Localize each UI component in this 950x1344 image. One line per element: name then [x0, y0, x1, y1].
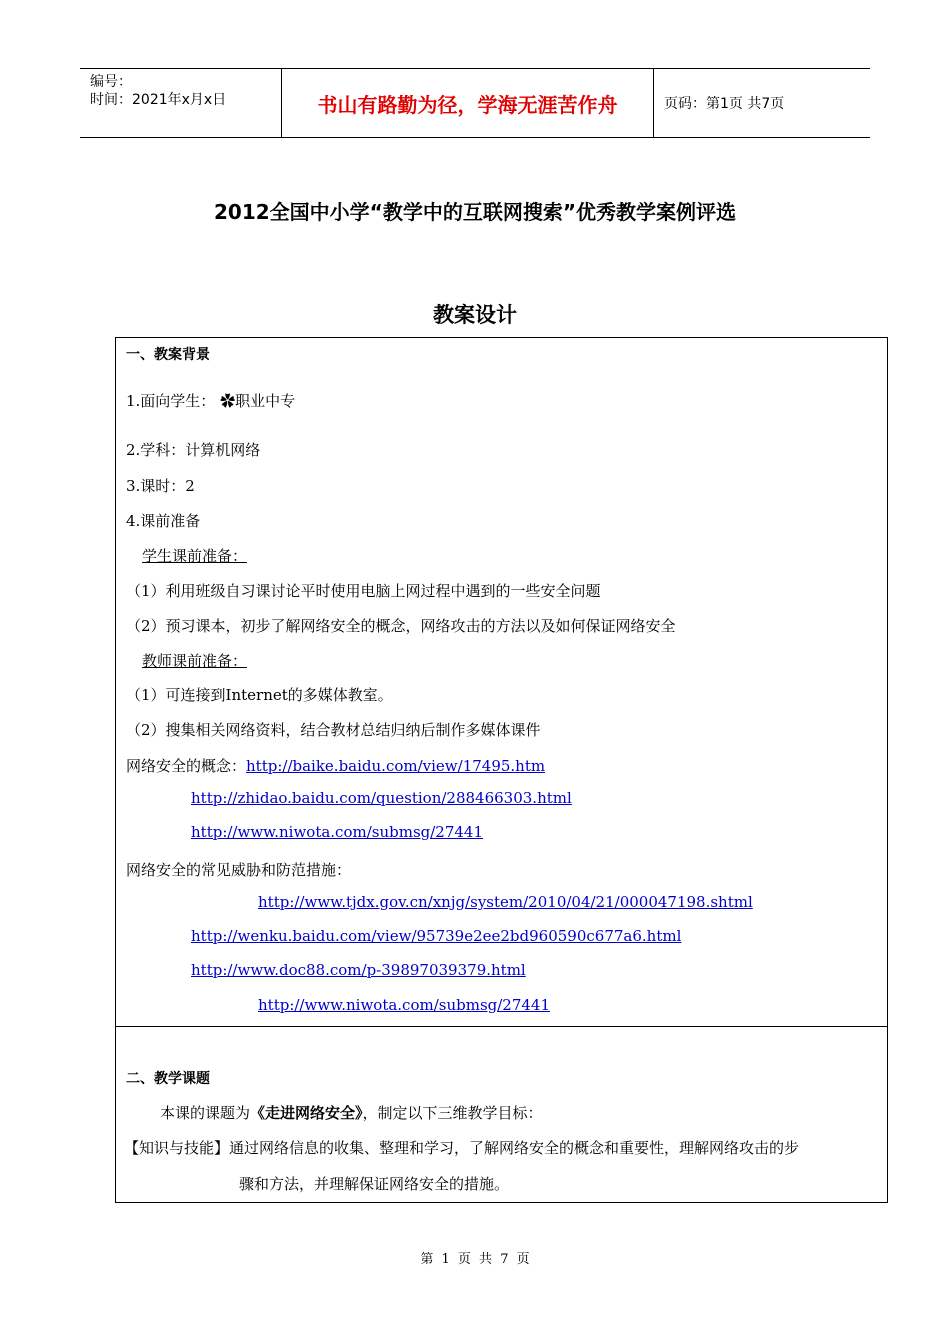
- header-page-info: 页码：第1页 共7页: [664, 96, 785, 112]
- threat-link-3[interactable]: http://www.doc88.com/p-39897039379.html: [191, 961, 526, 979]
- student-item-2: （2）预习课本，初步了解网络安全的概念，网络攻击的方法以及如何保证网络安全: [126, 617, 676, 635]
- document-subtitle: 教案设计: [433, 303, 517, 327]
- teacher-item-1: （1）可连接到Internet的多媒体教室。: [126, 686, 393, 704]
- section1-heading: 一、教案背景: [126, 347, 210, 363]
- threat-link-2[interactable]: http://wenku.baidu.com/view/95739e2ee2bd960590c677a6.html: [191, 927, 682, 945]
- serial-label: 编号：: [90, 74, 132, 90]
- concept-label: 网络安全的概念：: [126, 757, 247, 775]
- page-footer: 第 1 页 共 7 页: [420, 1252, 530, 1267]
- topic-intro-pre: 本课的课题为: [160, 1104, 251, 1122]
- threat-link-1[interactable]: http://www.tjdx.gov.cn/xnjg/system/2010/04/21/000047198.shtml: [258, 893, 753, 911]
- threat-link-4[interactable]: http://www.niwota.com/submsg/27441: [258, 996, 551, 1014]
- concept-line: [126, 755, 545, 776]
- teacher-prep-label: 教师课前准备：: [142, 652, 248, 670]
- document-title: 2012全国中小学“教学中的互联网搜索”优秀教学案例评选: [214, 200, 736, 224]
- teacher-item-2: （2）搜集相关网络资料，结合教材总结归纳后制作多媒体课件: [126, 721, 541, 739]
- page-header: [80, 68, 870, 138]
- student-prep-label: 学生课前准备：: [142, 547, 248, 565]
- header-meta: [80, 69, 282, 137]
- concept-link-3[interactable]: http://www.niwota.com/submsg/27441: [191, 823, 484, 841]
- topic-title: 《走进网络安全》: [250, 1104, 363, 1122]
- hours-line: 3.课时：2: [126, 477, 195, 495]
- subject-line: 2.学科：计算机网络: [126, 441, 261, 459]
- topic-intro-post: ，制定以下三维教学目标：: [362, 1104, 543, 1122]
- concept-link-1[interactable]: http://baike.baidu.com/view/17495.htm: [246, 757, 546, 775]
- goal-line-1: 【知识与技能】通过网络信息的收集、整理和学习，了解网络安全的概念和重要性，理解网络攻击的步: [124, 1139, 800, 1157]
- section2-heading: 二、教学课题: [126, 1071, 210, 1087]
- date-line: 时间：2021年x月x日: [90, 92, 227, 108]
- header-motto: 书山有路勤为径，学海无涯苦作舟: [282, 69, 654, 137]
- section-topic-box: [115, 1026, 888, 1203]
- concept-link-2[interactable]: http://zhidao.baidu.com/question/288466303.html: [191, 789, 572, 807]
- prep-line: 4.课前准备: [126, 512, 201, 530]
- threat-label: 网络安全的常见威胁和防范措施：: [126, 861, 352, 879]
- topic-intro: [160, 1102, 543, 1123]
- audience-line: 1.面向学生： ✿职业中专: [126, 392, 296, 410]
- student-item-1: （1）利用班级自习课讨论平时使用电脑上网过程中遇到的一些安全问题: [126, 582, 601, 600]
- goal-line-2: 骤和方法，并理解保证网络安全的措施。: [239, 1175, 510, 1193]
- section-background-box: [115, 337, 888, 1027]
